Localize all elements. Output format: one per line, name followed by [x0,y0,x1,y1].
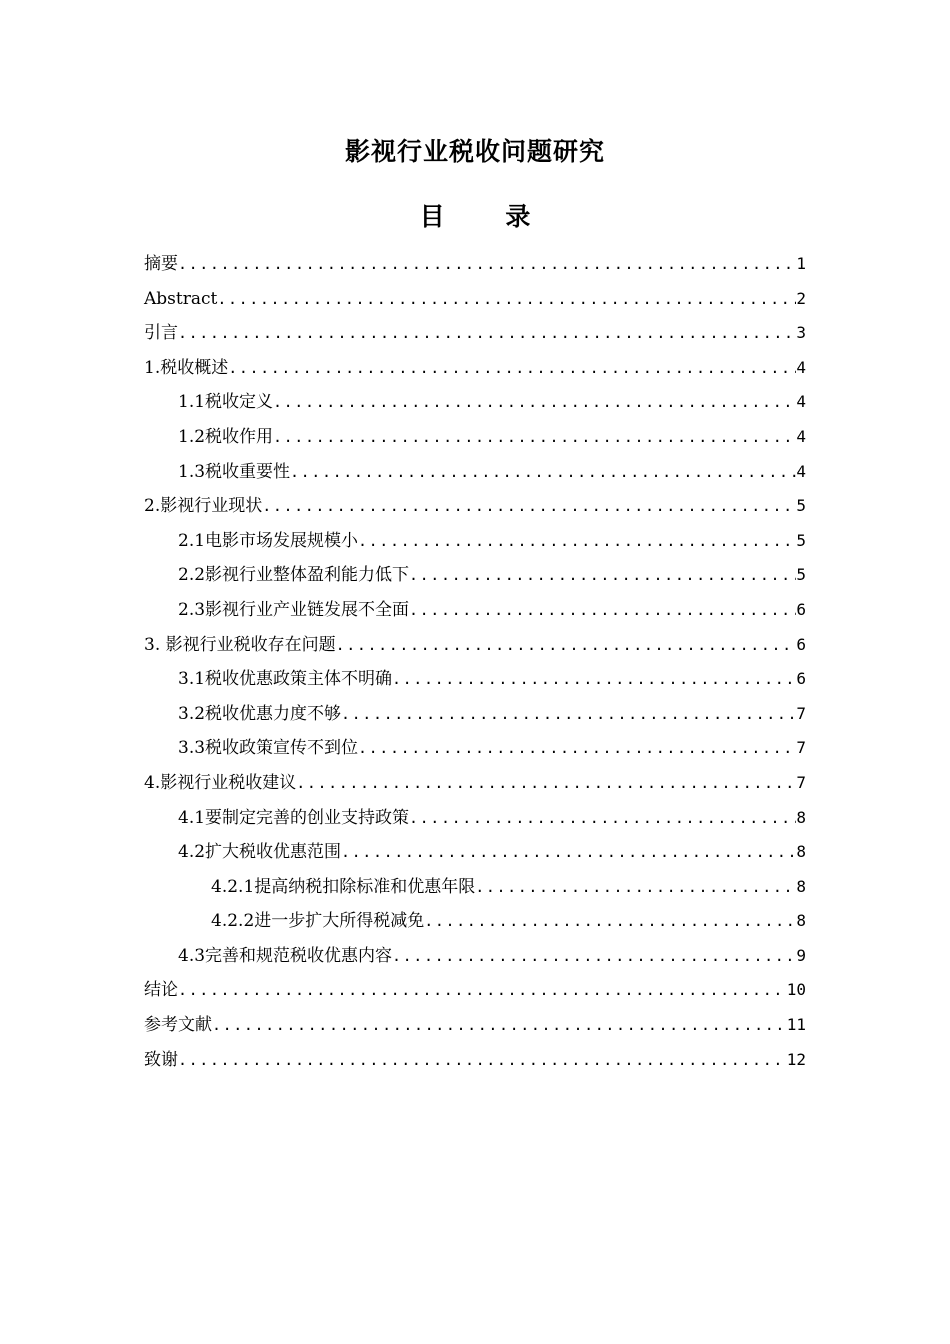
toc-entry-section-4-2-1[interactable] [144,872,806,907]
toc-entry-label: 摘要 [144,254,178,274]
toc-entry-label: 1.1税收定义 [178,392,274,413]
toc-entry-page: 7 [796,738,806,758]
toc-entry-section-4-3[interactable] [144,941,806,976]
dot-leader [392,941,796,971]
dot-leader [424,906,796,936]
dot-leader [336,630,797,660]
toc-entry-label: 3.2税收优惠力度不够 [178,703,342,724]
toc-entry-label: Abstract [144,288,218,309]
toc-entry-page: 2 [796,288,806,308]
toc-entry-references[interactable] [144,1010,806,1045]
dot-leader [217,284,796,314]
toc-entry-label: 2.3影视行业产业链发展不全面 [178,599,410,620]
toc-entry-label: 4.影视行业税收建议 [144,772,297,793]
dot-leader [273,387,796,417]
toc-entry-chapter-4[interactable] [144,768,806,803]
toc-entry-label: 3.3税收政策宣传不到位 [178,738,359,759]
toc-entry-page: 4 [796,392,806,412]
table-of-contents [144,249,806,1079]
toc-entry-label: 1.3税收重要性 [178,461,291,482]
dot-leader [409,803,796,833]
toc-entry-page: 4 [796,461,806,481]
toc-entry-label: 致谢 [144,1049,178,1070]
toc-entry-acknowledgements[interactable] [144,1045,806,1080]
toc-entry-label: 引言 [144,323,178,344]
toc-entry-abstract-cn[interactable] [144,249,806,284]
toc-entry-abstract-en[interactable] [144,284,806,319]
toc-entry-page: 11 [786,1015,806,1035]
toc-heading: 目 录 [419,202,557,231]
toc-entry-page: 8 [796,807,806,827]
dot-leader [273,422,796,452]
toc-entry-page: 5 [796,496,806,516]
toc-entry-chapter-2[interactable] [144,491,806,526]
toc-entry-label: 2.2影视行业整体盈利能力低下 [178,565,410,586]
document-title: 影视行业税收问题研究 [344,137,605,166]
dot-leader [296,768,796,798]
toc-entry-section-3-3[interactable] [144,733,806,768]
toc-entry-label: 参考文献 [144,1015,212,1036]
dot-leader [178,975,787,1005]
toc-entry-page: 8 [796,911,806,931]
dot-leader [262,491,796,521]
toc-entry-section-4-1[interactable] [144,803,806,838]
toc-entry-label: 3. 影视行业税收存在问题 [144,634,336,655]
toc-entry-label: 1.2税收作用 [178,426,274,447]
toc-entry-page: 10 [786,980,806,1000]
dot-leader [392,664,796,694]
toc-entry-page: 7 [796,772,806,792]
toc-entry-section-1-2[interactable] [144,422,806,457]
dot-leader [228,353,796,383]
toc-entry-section-4-2-2[interactable] [144,906,806,941]
dot-leader [341,699,796,729]
toc-entry-page: 4 [796,357,806,377]
toc-entry-page: 1 [796,254,806,273]
dot-leader [341,837,796,867]
toc-entry-label: 2.影视行业现状 [144,496,263,517]
toc-entry-label: 4.3完善和规范税收优惠内容 [178,945,393,966]
toc-entry-section-1-3[interactable] [144,457,806,492]
toc-entry-section-4-2[interactable] [144,837,806,872]
toc-entry-section-2-1[interactable] [144,526,806,561]
toc-entry-chapter-3[interactable] [144,630,806,665]
toc-entry-page: 8 [796,842,806,862]
dot-leader [178,249,796,279]
dot-leader [358,526,796,556]
toc-entry-page: 8 [796,876,806,896]
toc-entry-page: 9 [796,945,806,965]
toc-entry-label: 1.税收概述 [144,357,229,378]
dot-leader [212,1010,787,1040]
toc-entry-page: 5 [796,565,806,585]
toc-entry-section-3-1[interactable] [144,664,806,699]
toc-entry-page: 12 [786,1049,806,1069]
dot-leader [409,595,796,625]
toc-entry-section-2-2[interactable] [144,560,806,595]
toc-entry-page: 5 [796,530,806,550]
toc-entry-label: 4.2.2进一步扩大所得税减免 [211,911,425,932]
toc-entry-page: 6 [796,634,806,654]
toc-entry-section-1-1[interactable] [144,387,806,422]
dot-leader [409,560,796,590]
toc-entry-introduction[interactable] [144,318,806,353]
toc-entry-page: 3 [796,323,806,343]
dot-leader [178,1045,787,1075]
toc-entry-page: 7 [796,703,806,723]
toc-entry-label: 3.1税收优惠政策主体不明确 [178,669,393,690]
toc-entry-page: 6 [796,599,806,619]
toc-entry-page: 4 [796,426,806,446]
toc-entry-page: 6 [796,669,806,689]
toc-entry-conclusion[interactable] [144,975,806,1010]
toc-entry-label: 4.1要制定完善的创业支持政策 [178,807,410,828]
dot-leader [358,733,796,763]
dot-leader [290,457,796,487]
toc-entry-label: 结论 [144,980,178,1001]
toc-entry-section-2-3[interactable] [144,595,806,630]
toc-entry-section-3-2[interactable] [144,699,806,734]
toc-entry-chapter-1[interactable] [144,353,806,388]
toc-entry-label: 2.1电影市场发展规模小 [178,530,359,551]
dot-leader [178,318,796,348]
toc-entry-label: 4.2.1提高纳税扣除标准和优惠年限 [211,876,476,897]
dot-leader [475,872,796,902]
toc-entry-label: 4.2扩大税收优惠范围 [178,842,342,863]
